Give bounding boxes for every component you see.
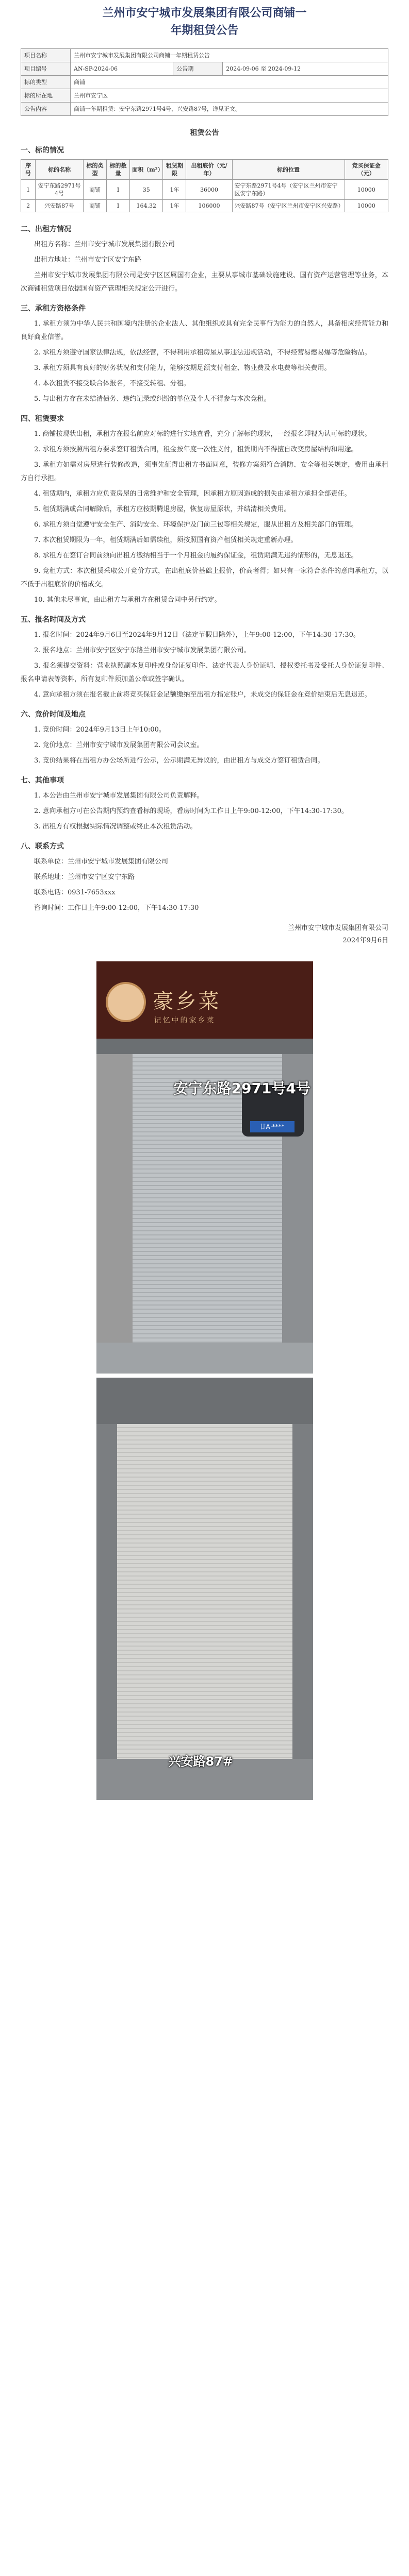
info-row xyxy=(21,49,388,62)
frame-left xyxy=(96,1424,117,1800)
cell-term: 1年 xyxy=(163,180,186,200)
cell-count: 1 xyxy=(107,180,130,200)
info-key: 项目名称 xyxy=(21,49,71,62)
section-title: 二、出租方情况 xyxy=(21,225,71,233)
cell-deposit: 10000 xyxy=(345,180,388,200)
info-value: 兰州市安宁城市发展集团有限公司商铺一年期租赁公告 xyxy=(71,49,388,62)
cell-type: 商铺 xyxy=(83,180,106,200)
paragraph: 3. 承租方如需对房屋进行装修改造，须事先征得出租方书面同意，装修方案须符合消防、安全等相关规定，费用由承租方自行承担。 xyxy=(21,461,388,482)
section-title: 六、竞价时间及地点 xyxy=(21,710,86,719)
cell-count: 1 xyxy=(107,200,130,212)
wall-strip xyxy=(96,1039,313,1054)
info-key: 项目编号 xyxy=(21,62,71,76)
table-row xyxy=(21,200,388,212)
cell-area: 164.32 xyxy=(130,200,163,212)
paragraph: 联系电话：0931-7653xxx xyxy=(34,889,116,896)
cell-area: 35 xyxy=(130,180,163,200)
shop-name: 豪乡菜 xyxy=(153,990,221,1013)
paragraph: 7. 本次租赁期限为一年，租赁期满后如需续租，须按照国有资产租赁相关规定重新办理。 xyxy=(34,536,298,544)
shop-photo-1 xyxy=(96,961,313,1374)
column-header: 租赁期限 xyxy=(163,160,186,180)
cell-deposit: 10000 xyxy=(345,200,388,212)
info-key: 公告期 xyxy=(173,62,223,76)
cell-no: 2 xyxy=(21,200,36,212)
info-key: 公告内容 xyxy=(21,103,71,116)
paragraph: 兰州市安宁城市发展集团有限公司是安宁区区属国有企业，主要从事城市基础设施建设、国有资产运营管理等业务，本次商铺租赁项目依据国有资产管理相关规定公开进行。 xyxy=(21,272,388,293)
frame-right xyxy=(292,1424,313,1800)
cell-name: 兴安路87号 xyxy=(36,200,84,212)
cell-type: 商铺 xyxy=(83,200,106,212)
cell-location: 安宁东路2971号4号（安宁区兰州市安宁区安宁东路） xyxy=(232,180,345,200)
announcement-page xyxy=(0,4,409,2576)
paragraph: 2. 承租方须遵守国家法律法规，依法经营，不得利用承租房屋从事违法违规活动，不得经营易燃易爆等危险物品。 xyxy=(34,349,371,357)
paragraph: 4. 本次租赁不接受联合体报名，不接受转租、分租。 xyxy=(34,380,190,387)
column-header: 竞买保证金（元） xyxy=(345,160,388,180)
paragraph: 出租方名称：兰州市安宁城市发展集团有限公司 xyxy=(34,241,175,248)
section-title: 八、联系方式 xyxy=(21,842,64,851)
photo-caption: 兴安路87# xyxy=(168,1754,234,1769)
cell-price: 36000 xyxy=(186,180,232,200)
column-header: 标的类型 xyxy=(83,160,106,180)
column-header: 标的数量 xyxy=(107,160,130,180)
cell-term: 1年 xyxy=(163,200,186,212)
info-row xyxy=(21,62,388,76)
info-key: 标的类型 xyxy=(21,76,71,89)
info-value: 商铺一年期租赁：安宁东路2971号4号、兴安路87号，详见正文。 xyxy=(71,103,388,116)
column-header: 标的位置 xyxy=(232,160,345,180)
column-header: 出租底价（元/年） xyxy=(186,160,232,180)
paragraph: 5. 与出租方存在未结清债务、违约记录或纠纷的单位及个人不得参与本次竞租。 xyxy=(34,395,271,403)
info-value: 商铺 xyxy=(71,76,388,89)
info-key: 标的所在地 xyxy=(21,89,71,103)
doc-heading: 租赁公告 xyxy=(190,129,219,137)
info-value: 2024-09-06 至 2024-09-12 xyxy=(223,62,388,76)
paragraph: 9. 竞租方式：本次租赁采取公开竞价方式，在出租底价基础上报价，价高者得；如只有一家符合条件的意向承租方，以不低于出租底价的价格成交。 xyxy=(21,567,388,588)
cell-name: 安宁东路2971号4号 xyxy=(36,180,84,200)
paragraph: 2. 竞价地点：兰州市安宁城市发展集团有限公司会议室。 xyxy=(34,741,204,749)
cell-price: 106000 xyxy=(186,200,232,212)
table-row xyxy=(21,180,388,200)
paragraph: 4. 租赁期内，承租方应负责房屋的日常维护和安全管理，因承租方原因造成的损失由承租方承担全部责任。 xyxy=(34,490,351,498)
cell-location: 兴安路87号（安宁区兰州市安宁区兴安路） xyxy=(232,200,345,212)
paragraph: 3. 竞价结果将在出租方办公场所进行公示，公示期满无异议的，由出租方与成交方签订租赁合同。 xyxy=(34,757,324,765)
paragraph: 6. 承租方须自觉遵守安全生产、消防安全、环境保护及门前三包等相关规定，服从出租方及相关部门的管理。 xyxy=(34,521,358,529)
shop-photo-2 xyxy=(96,1378,313,1800)
shop-subtitle: 记忆中的家乡菜 xyxy=(154,1016,216,1025)
license-plate: 甘A·**** xyxy=(250,1121,295,1132)
storefront-header xyxy=(96,1378,313,1424)
paragraph: 1. 商铺按现状出租，承租方在报名前应对标的进行实地查看，充分了解标的现状，一经报名即视为认可标的现状。 xyxy=(34,430,371,438)
paragraph: 2. 报名地点：兰州市安宁区安宁东路兰州市安宁城市发展集团有限公司。 xyxy=(34,647,251,654)
signature-date: 2024年9月6日 xyxy=(342,937,388,944)
column-header: 面积（m²） xyxy=(130,160,163,180)
cell-no: 1 xyxy=(21,180,36,200)
signature-org: 兰州市安宁城市发展集团有限公司 xyxy=(287,924,388,932)
lease-table xyxy=(21,159,388,212)
section-title: 七、其他事项 xyxy=(21,776,64,785)
title-line-1: 兰州市安宁城市发展集团有限公司商铺一 xyxy=(102,6,307,20)
section-title: 一、标的情况 xyxy=(21,146,64,155)
paragraph: 5. 租赁期满或合同解除后，承租方应按期腾退房屋，恢复房屋原状，并结清相关费用。 xyxy=(34,505,291,513)
paragraph: 联系地址：兰州市安宁区安宁东路 xyxy=(34,873,135,881)
info-value: 兰州市安宁区 xyxy=(71,89,388,103)
section-title: 三、承租方资格条件 xyxy=(21,304,86,313)
info-row xyxy=(21,103,388,116)
column-header: 标的名称 xyxy=(36,160,84,180)
column-header: 序号 xyxy=(21,160,36,180)
pavement xyxy=(96,1343,313,1374)
shop-logo-icon xyxy=(106,982,146,1022)
section-title: 五、报名时间及方式 xyxy=(21,616,86,624)
paragraph: 2. 承租方须按照出租方要求签订租赁合同，租金按年度一次性支付，租赁期内不得擅自改变房屋结构和用途。 xyxy=(34,446,358,453)
paragraph: 3. 出租方有权根据实际情况调整或终止本次租赁活动。 xyxy=(34,823,197,831)
paragraph: 3. 承租方须具有良好的财务状况和支付能力，能够按期足额支付租金、物业费及水电费等相关费用。 xyxy=(34,364,331,372)
paragraph: 联系单位：兰州市安宁城市发展集团有限公司 xyxy=(34,858,169,866)
paragraph: 8. 承租方在签订合同前须向出租方缴纳相当于一个月租金的履约保证金，租赁期满无违约情形的，无息退还。 xyxy=(34,552,358,560)
paragraph: 1. 报名时间：2024年9月6日至2024年9月12日（法定节假日除外），上午9:00-12:00，下午14:30-17:30。 xyxy=(34,631,360,639)
paragraph: 1. 本公告由兰州市安宁城市发展集团有限公司负责解释。 xyxy=(34,792,204,800)
stone-pillar-left xyxy=(96,1054,133,1374)
paragraph: 2. 意向承租方可在公告期内预约查看标的现场，看房时间为工作日上午9:00-12:00，下午14:30-17:30。 xyxy=(34,807,348,815)
page-title xyxy=(21,4,388,39)
paragraph: 1. 竞价时间：2024年9月13日上午10:00。 xyxy=(34,726,166,734)
info-table xyxy=(21,48,388,116)
title-line-2: 年期租赁公告 xyxy=(170,24,239,37)
paragraph: 咨询时间：工作日上午9:00-12:00，下午14:30-17:30 xyxy=(34,904,199,912)
paragraph: 10. 其他未尽事宜，由出租方与承租方在租赁合同中另行约定。 xyxy=(34,596,221,604)
photo-caption: 安宁东路2971号4号 xyxy=(173,1080,310,1097)
paragraph: 3. 报名须提交资料：营业执照副本复印件或身份证复印件、法定代表人身份证明、授权委托书及受托人身份证复印件、报名申请表等资料，所有复印件须加盖公章或签字确认。 xyxy=(21,662,388,683)
signature-block xyxy=(21,922,388,947)
info-row xyxy=(21,89,388,103)
info-value: AN-SP-2024-06 xyxy=(71,62,173,76)
paragraph: 出租方地址：兰州市安宁区安宁东路 xyxy=(34,256,142,264)
paragraph: 4. 意向承租方须在报名截止前将竞买保证金足额缴纳至出租方指定账户，未成交的保证金在竞价结束后无息退还。 xyxy=(34,691,371,699)
paragraph: 1. 承租方须为中华人民共和国境内注册的企业法人、其他组织或具有完全民事行为能力的自然人，具备相应经营能力和良好商业信誉。 xyxy=(21,320,388,341)
lease-header-row xyxy=(21,160,388,180)
rolling-shutter xyxy=(117,1424,292,1759)
section-title: 四、租赁要求 xyxy=(21,415,64,423)
info-row xyxy=(21,76,388,89)
